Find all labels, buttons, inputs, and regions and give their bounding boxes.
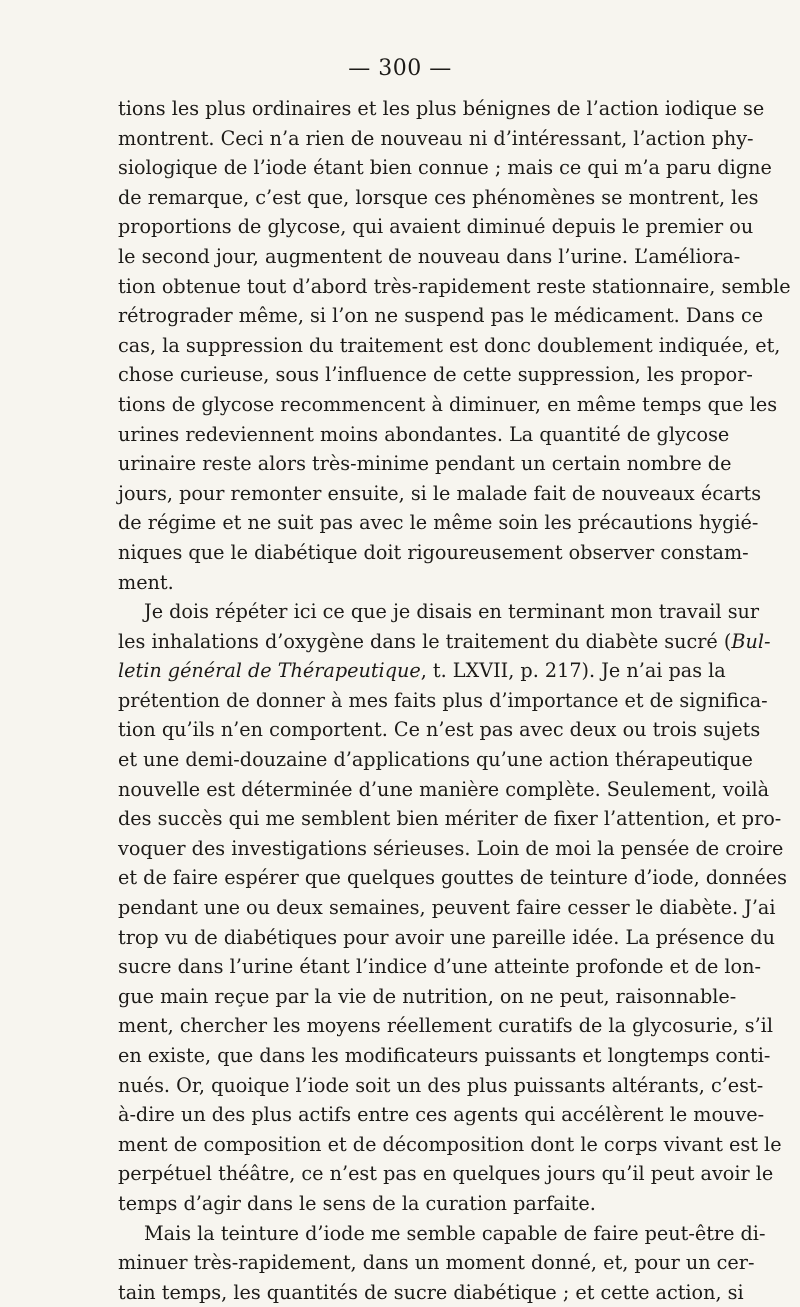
- paragraph-3: [118, 1219, 766, 1307]
- text-line: rétrograder même, si l’on ne suspend pas le médicament. Dans ce: [118, 304, 764, 328]
- text-line: temps d’agir dans le sens de la curation parfaite.: [118, 1191, 596, 1215]
- text-line: ment.: [118, 570, 174, 594]
- text-segment: , t. LXVII, p. 217). Je n’ai pas la: [420, 659, 726, 683]
- text-line: siologique de l’iode étant bien connue ; mais ce qui m’a paru digne: [118, 156, 772, 180]
- text-line: tion qu’ils n’en comportent. Ce n’est pas avec deux ou trois sujets: [118, 718, 761, 742]
- text-line: nués. Or, quoique l’iode soit un des plus puissants altérants, c’est-: [118, 1073, 764, 1097]
- text-line: le second jour, augmentent de nouveau dans l’urine. L’améliora-: [118, 244, 741, 268]
- text-line: minuer très-rapidement, dans un moment donné, et, pour un cer-: [118, 1251, 755, 1275]
- text-line: tions les plus ordinaires et les plus bénignes de l’action iodique se: [118, 97, 765, 120]
- paragraph-1: [118, 94, 791, 597]
- text-line: urines redeviennent moins abondantes. La quantité de glycose: [118, 422, 730, 446]
- text-line: perpétuel théâtre, ce n’est pas en quelques jours qu’il peut avoir le: [118, 1162, 774, 1186]
- text-line: jours, pour remonter ensuite, si le malade fait de nouveaux écarts: [118, 481, 762, 505]
- text-line: tion obtenue tout d’abord très-rapidement reste stationnaire, semble: [118, 274, 791, 298]
- text-line: tions de glycose recommencent à diminuer, en même temps que les: [118, 392, 778, 416]
- text-line: niques que le diabétique doit rigoureusement observer constam-: [118, 540, 749, 564]
- text-line: cas, la suppression du traitement est donc doublement indiquée, et,: [118, 333, 781, 357]
- text-line: pendant une ou deux semaines, peuvent faire cesser le diabète. J’ai: [118, 896, 776, 920]
- text-segment: les inhalations d’oxygène dans le traitement du diabète sucré (: [118, 629, 732, 653]
- text-line: et de faire espérer que quelques gouttes de teinture d’iode, données: [118, 866, 787, 890]
- text-line: ment, chercher les moyens réellement curatifs de la glycosurie, s’il: [118, 1014, 773, 1038]
- paragraph-2: [118, 597, 787, 1218]
- text-line-with-citation: [118, 627, 771, 657]
- text-line: en existe, que dans les modificateurs puissants et longtemps conti-: [118, 1044, 771, 1067]
- text-line: gue main reçue par la vie de nutrition, on ne peut, raisonnable-: [118, 984, 737, 1008]
- text-line: proportions de glycose, qui avaient diminué depuis le premier ou: [118, 215, 754, 239]
- text-line: Je dois répéter ici ce que je disais en terminant mon travail sur: [144, 600, 760, 624]
- text-line: chose curieuse, sous l’influence de cette suppression, les propor-: [118, 363, 753, 387]
- text-line: et une demi-douzaine d’applications qu’une action thérapeutique: [118, 748, 753, 772]
- text-line: montrent. Ceci n’a rien de nouveau ni d’intéressant, l’action phy-: [118, 126, 754, 150]
- text-line: de remarque, c’est que, lorsque ces phénomènes se montrent, les: [118, 185, 759, 209]
- italic-citation-title: letin général de Thérapeutique: [118, 659, 421, 683]
- text-line: trop vu de diabétiques pour avoir une pareille idée. La présence du: [118, 925, 775, 949]
- text-line-with-citation: [118, 656, 726, 686]
- text-line: des succès qui me semblent bien mériter de fixer l’attention, et pro-: [118, 807, 782, 831]
- page-number: — 300 —: [348, 56, 452, 81]
- text-line: urinaire reste alors très-minime pendant un certain nombre de: [118, 452, 732, 476]
- text-line: voquer des investigations sérieuses. Loin de moi la pensée de croire: [118, 836, 784, 860]
- text-line: nouvelle est déterminée d’une manière complète. Seulement, voilà: [118, 777, 770, 801]
- text-line: sucre dans l’urine étant l’indice d’une atteinte profonde et de lon-: [118, 955, 761, 979]
- text-line: Mais la teinture d’iode me semble capable de faire peut-être di-: [144, 1221, 766, 1245]
- body-text: [118, 94, 791, 1307]
- text-line: à-dire un des plus actifs entre ces agents qui accélèrent le mouve-: [118, 1103, 765, 1127]
- text-line: prétention de donner à mes faits plus d’importance et de significa-: [118, 688, 768, 712]
- text-line: tain temps, les quantités de sucre diabétique ; et cette action, si: [118, 1280, 744, 1304]
- text-line: ment de composition et de décomposition dont le corps vivant est le: [118, 1132, 782, 1156]
- italic-citation-start: Bul-: [731, 629, 771, 653]
- text-line: de régime et ne suit pas avec le même soin les précautions hygié-: [118, 511, 759, 535]
